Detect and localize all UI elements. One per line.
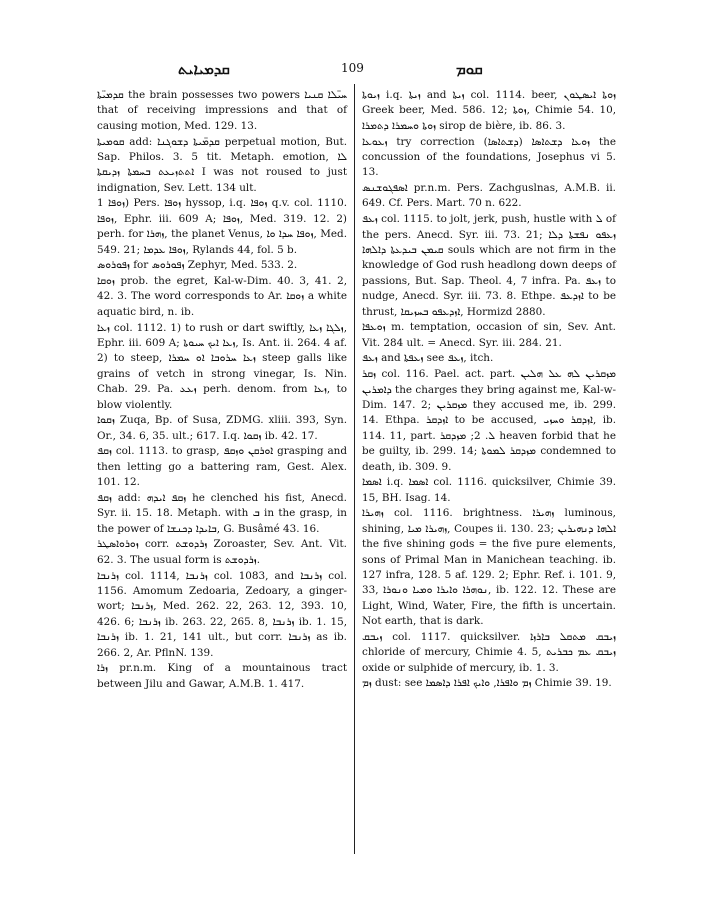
dictionary-entry: ܙܘܩܐ prob. the egret, Kal-w-Dim. 40. 3, 41. 2, 42. 3. The word corresponds to Ar. ܙܘܩܐ a white aquatic bird, n. ib. <box>97 275 347 318</box>
dictionary-entry: ܙܩܘܐ Zuqa, Bp. of Susa, ZDMG. xliii. 393, Syn. Or., 34. 6, 35. ult.; 617. I.q. ܙܩܘܐ ib. 42. 17. <box>97 414 347 442</box>
dictionary-entry: ܙܪܐ pr.n.m. King of a mountainous tract between Jilu and Gawar, A.M.B. 1. 417. <box>97 662 347 690</box>
dictionary-entry: ܩܘܡܝܬܐ add: ܩܕܡ̈ܝܬܐ ܕܫܘܓܢܐ perpetual motion, But. Sap. Philos. 3. 5 tit. Metaph. emotion, ܠܐ ܐܬܬܙܝܥܬ ܒܚܡܬܐ ܙܕܝܩܬܐ I was not roused to just indignation, Sev. Lett. 134 ult. <box>97 135 347 194</box>
page-header <box>0 60 714 80</box>
dictionary-entry: ܙܘܥܦܐ m. temptation, occasion of sin, Sev. Ant. Vit. 284 ult. = Anecd. Syr. iii. 284. 21. <box>362 321 616 349</box>
dictionary-entry: ܙܘܪܘܐܣܛܪ corr. ܙܪܕܘܫܬ Zoroaster, Sev. Ant. Vit. 62. 3. The usual form is ܙܪܕܘܫܬ. <box>97 538 347 566</box>
dictionary-entry: ܙܩܦ col. 1113. to grasp, ܐܘܪܩܢ ܘܙܩܦ grasping and then letting go a battering ram, Gest. Alex. 101. 12. <box>97 445 347 489</box>
dictionary-entry: ܙܦܘܪܘܣ for ܙܦܘܪܘܣ Zephyr, Med. 533. 2. <box>97 259 298 272</box>
dictionary-entry: ܙܥܘܥܐ try correction ܙܘܥܐ ܕܫܬܐܣܐ (ܕܫܬܐܣܐ) the concussion of the foundations, Josephus vi 5. 13. <box>362 135 616 179</box>
header-left-word: ܩܕܡܝܐܝܬ <box>178 60 230 78</box>
dictionary-entry: ܙܥܐ col. 1112. 1) to rush or dart swiftly, ܙܠܓܐ ܙܥܐ, Ephr. iii. 609 A; ܙܥܐ ܐܝܟ ܚܝܘܬܐ, Is. Ant. ii. 264. 4 af. 2) to steep, ܙܥܐ ܚܪܘܒܐ ܐܘ ܚܡܪܐ steep galls like grains of vetch in strong vinegar, Is. Nin. Chab. 29. Pa. ܙܥܥ perh. denom. from ܙܥܐ, to blow violently. <box>97 321 348 411</box>
dictionary-entry: ܙܩܪ col. 116. Pael. act. part. ܡܙܩܪܝܢ ܠܗ ܥܠ ܗܠܝܢ ܕܐܡܪܝܢ the charges they bring against me, Kal-w-Dim. 147. 2; ܡܙܩܪܝܢ they accused me, ib. 299. 14. Ethpa. ܐܙܕܩܪ to be accused, ܐܙܕܩܪ ܘܚܙܝ, ib. 114. 11, part. ܠ. 2; ܡܙܕܩܪ heaven forbid that he be guilty, ib. 299. 14; ܡܙܕܩܪ ܠܡܘܬܐ condemned to death, ib. 309. 9. <box>362 368 616 473</box>
page-number: 109 <box>341 61 364 75</box>
header-right-word: ܩܘܡ <box>456 60 483 78</box>
dictionary-entry: ܙܥܦ col. 1115. to jolt, jerk, push, hustle with ܠ of the pers. Anecd. Syr. iii. 73. 21; ܙܥܦܘ ܢܦܫܬܐ ܕܠܐ ܩܝܡܢ ܒܝܕܥܬܐ ܕܐܠܗܐ souls which are not firm in the knowledge of God rush headlong down deeps of passions, But. Sap. Theol. 4, 7 infra. Pa. ܙܥܦ to nudge, Anecd. Syr. iii. 73. 8. Ethpe. ܐܙܕܥܦ to be thrust, ܐܙܕܥܦܘ ܒܚܙܝܩܐ, Hormizd 2880. <box>362 213 617 318</box>
dictionary-entry: ܙܩܦ add: ܙܩܦ ܐܝܕܗ he clenched his fist, Anecd. Syr. ii. 15. 18. Metaph. with ܒ in the grasp, in the power of ܒܐܝܕܐ ܕܟܢܫܐ, G. Busâmé 43. 16. <box>97 491 347 535</box>
dictionary-entry: ܙܥܦ and ܙܥܦܬܐ see ܙܥܦ, itch. <box>362 352 494 365</box>
dictionary-entry: ܐܣܦܓܘܫܢܣ pr.n.m. Pers. Zachguslnas, A.M.B. ii. 649. Cf. Pers. Mart. 70 n. 622. <box>362 182 616 210</box>
dictionary-entry: ܩܕܡܝ̈ܬܐ the brain possesses two powers ܚܝ̈ܠܐ ܩܢܝܐ that of receiving impressions and that of causing motion, Med. 129. 13. <box>97 89 348 132</box>
dictionary-entry: ܙܝܒܩ col. 1117. quicksilver. ܙܝܒܩ ܡܬܩܠ ܒܐܪܙܐ chloride of mercury, Chimie 4. 5, ܙܝܒܩ ܥܡ ܟܒܪܝܬ oxide or sulphide of mercury, ib. 1. 3. <box>362 630 616 674</box>
dictionary-entry: ܐܣܡܐ i.q. ܐܣܡܐ col. 1116. quicksilver, Chimie 39. 15, BH. Isag. 14. <box>362 476 617 504</box>
dictionary-entry: ܙܡ dust: see ܙܡ ܘܐܦܪܐ, ܘܐܝܟ ܐܦܪܐ ܕܐܣܡܐ Chimie 39. 19. <box>362 677 612 690</box>
column-divider <box>354 84 355 854</box>
left-column <box>97 88 347 692</box>
right-column <box>362 88 616 692</box>
dictionary-entry: ܙܝܘܬܐ i.q. ܙܝܬܐ and ܙܝܬܐ col. 1114. beer, ܙܘܬܐ ܐܝܣܛܘܢ Greek beer, Med. 586. 12; ܙܘܬܐ, Chimie 54. 10, ܙܘܬܐ ܘܚܡܪܐ ܕܬܡܪܐ sirop de bière, ib. 86. 3. <box>362 89 617 132</box>
dictionary-entry: ܙܗܝܪܐ col. 1116. brightness. ܙܗܝܪܐ luminous, shining, ܙܗܝܪܐ ܡܝܐ, Coupes ii. 130. 23; ܐܠܗܐ ܕܢܗܝܪܝܢ the five shining gods = the five pure elements, sons of Primal Man in Manichean teaching. ib. 127 infra, 128. 5 af. 129. 2; Ephr. Ref. i. 101. 9, 33, ܢܘܗܪܐ ܘܐܝܪܐ ܘܡܝܐ ܘܢܘܪܐ, ib. 122. 12. These are Light, Wind, Water, Fire, the fifth is uncertain. Not earth, that is dark. <box>362 507 617 628</box>
dictionary-entry: ܙܪܢܒܐ col. 1114, ܙܪܢܒܐ col. 1083, and ܙܪܢܒܐ col. 1156. Amomum Zedoaria, Zedoary, a ginger-wort; ܙܪܢܒܐ, Med. 262. 22, 263. 12, 393. 10, 426. 6; ܙܪܢܒܐ ib. 263. 22, 265. 8, ܙܪܢܒܐ ib. 1. 15, ܙܪܢܒܐ ib. 1. 21, 141 ult., but corr. ܙܪܢܒܐ as ib. 266. 2, Ar. PflnN. 139. <box>97 569 348 659</box>
dictionary-entry: ܙܘܦܐ 1) Pers. ܙܘܦܐ hyssop, i.q. ܙܘܦܐ q.v. col. 1110. ܙܘܦܐ, Ephr. iii. 609 A; ܙܘܦܐ, Med. 319. 12. 2) perh. for ܙܗܪܐ, the planet Venus, ܙܘܦܐ ܚܕܐ ܘܐ, Med. 549. 21; ܙܘܦܐ ܥܕܡܐ, Rylands 44, fol. 5 b. <box>97 197 348 256</box>
